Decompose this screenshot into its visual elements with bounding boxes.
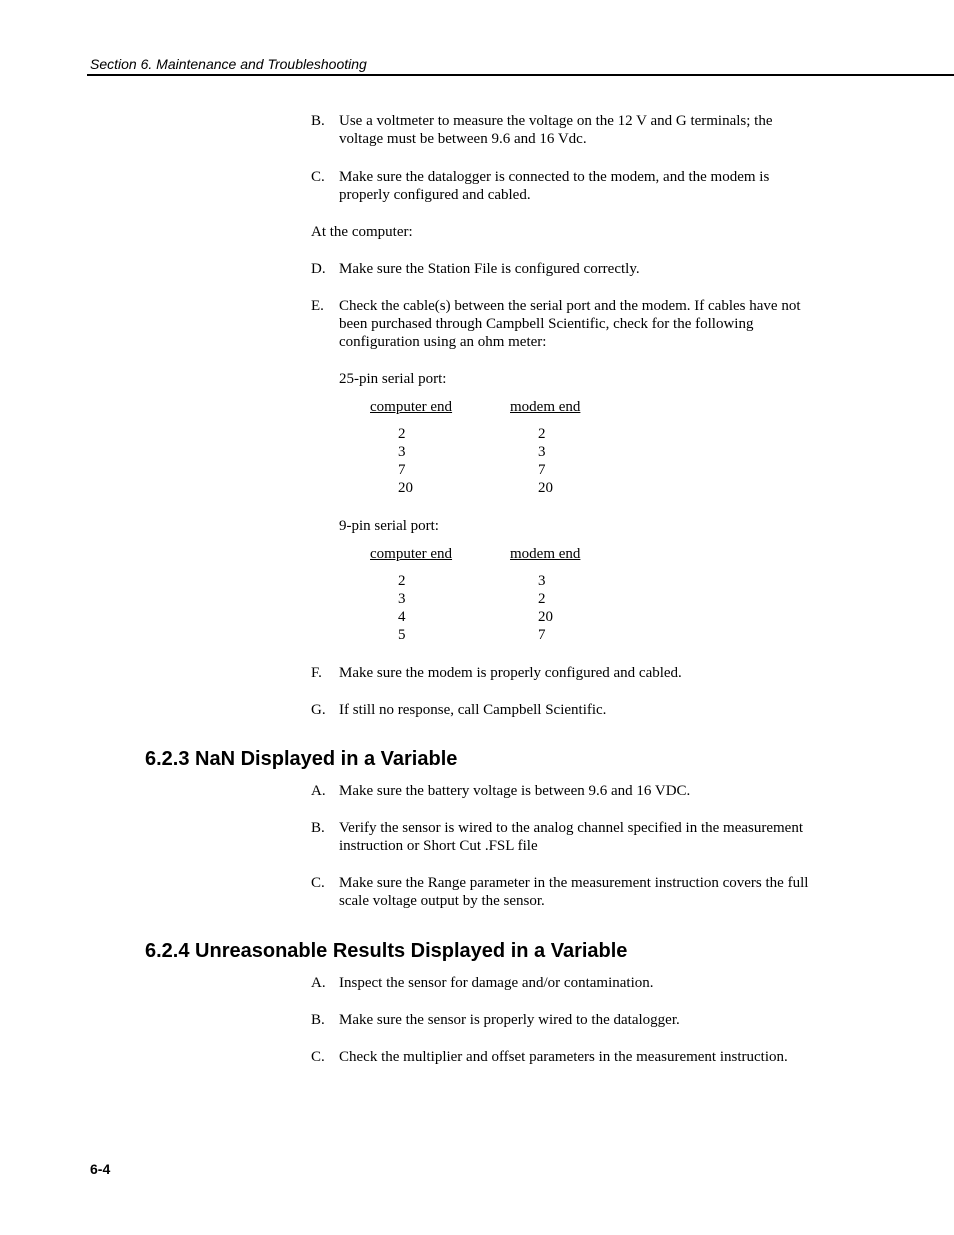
header-rule: [87, 74, 954, 76]
list-item: [311, 1011, 811, 1029]
table-cell: 7: [398, 462, 406, 478]
item-text: If still no response, call Campbell Scientific.: [339, 702, 607, 718]
item-letter: B.: [311, 820, 325, 836]
item-text: Make sure the Station File is configured correctly.: [339, 261, 640, 277]
pin9-table: [370, 545, 610, 645]
table-cell: 7: [538, 627, 546, 643]
table-cell: 7: [538, 462, 546, 478]
at-computer-label: At the computer:: [311, 224, 413, 240]
item-text: Make sure the battery voltage is between 9.6 and 16 VDC.: [339, 783, 691, 799]
pin25-label: 25-pin serial port:: [339, 371, 447, 387]
item-text: Make sure the Range parameter in the measurement instruction covers the full scale voltage output by the sensor.: [339, 875, 809, 909]
item-text: Verify the sensor is wired to the analog channel specified in the measurement instruction or Short Cut .FSL file: [339, 820, 804, 854]
item-letter: C.: [311, 1049, 325, 1065]
pin9-label: 9-pin serial port:: [339, 518, 439, 534]
item-text: Make sure the sensor is properly wired to the datalogger.: [339, 1012, 680, 1028]
pin25-col-computer-end: computer end: [370, 399, 453, 415]
section-heading-6-2-3: 6.2.3 NaN Displayed in a Variable: [145, 748, 458, 770]
item-letter: G.: [311, 702, 326, 718]
table-cell: 20: [398, 480, 413, 496]
item-letter: A.: [311, 783, 326, 799]
table-cell: 3: [538, 573, 546, 589]
table-cell: 2: [398, 573, 406, 589]
item-letter: D.: [311, 261, 326, 277]
table-cell: 2: [538, 426, 546, 442]
pin9-col-modem-end: modem end: [510, 546, 581, 562]
item-text: Check the multiplier and offset parameters in the measurement instruction.: [339, 1049, 788, 1065]
item-text: Use a voltmeter to measure the voltage on the 12 V and G terminals; the voltage must be between 9.6 and 16 Vdc.: [339, 113, 773, 147]
list-item: [311, 664, 811, 682]
item-letter: F.: [311, 665, 322, 681]
item-letter: C.: [311, 169, 325, 185]
list-item: [311, 819, 811, 855]
item-letter: A.: [311, 975, 326, 991]
table-cell: 4: [398, 609, 406, 625]
item-letter: E.: [311, 298, 324, 314]
list-item: [311, 782, 811, 800]
item-letter: B.: [311, 1012, 325, 1028]
page-number: 6-4: [90, 1161, 111, 1177]
list-item: [311, 260, 811, 278]
list-item: [311, 701, 811, 719]
section-heading-6-2-4: 6.2.4 Unreasonable Results Displayed in a Variable: [145, 940, 628, 962]
item-text: Make sure the modem is properly configured and cabled.: [339, 665, 682, 681]
table-cell: 20: [538, 609, 553, 625]
pin25-table: [370, 398, 610, 498]
table-cell: 2: [398, 426, 406, 442]
pin9-col-computer-end: computer end: [370, 546, 453, 562]
list-item: [311, 168, 811, 204]
table-cell: 3: [398, 591, 406, 607]
list-item: [311, 1048, 831, 1066]
item-text: Inspect the sensor for damage and/or contamination.: [339, 975, 654, 991]
table-cell: 2: [538, 591, 546, 607]
item-letter: B.: [311, 113, 325, 129]
pin25-col-modem-end: modem end: [510, 399, 581, 415]
item-text: Check the cable(s) between the serial port and the modem. If cables have not been purchased through Campbell Scientific, check for the following configuration using an ohm meter:: [339, 298, 801, 350]
list-item: [311, 974, 811, 992]
list-item: [311, 297, 811, 351]
running-header: Section 6. Maintenance and Troubleshooting: [90, 56, 367, 72]
item-text: Make sure the datalogger is connected to the modem, and the modem is properly configured and cabled.: [339, 169, 770, 203]
table-cell: 20: [538, 480, 553, 496]
table-cell: 5: [398, 627, 406, 643]
list-item: [311, 874, 811, 910]
table-cell: 3: [538, 444, 546, 460]
table-cell: 3: [398, 444, 406, 460]
item-letter: C.: [311, 875, 325, 891]
list-item: [311, 112, 811, 148]
